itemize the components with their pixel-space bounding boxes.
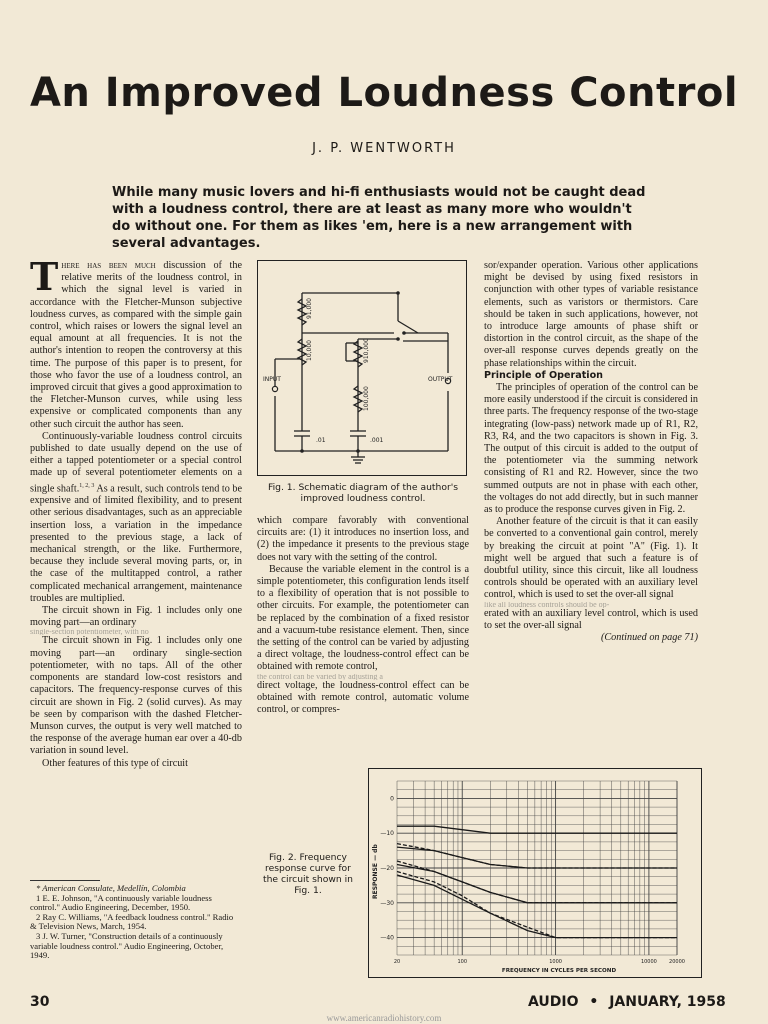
continued-note: (Continued on page 71) bbox=[600, 632, 698, 644]
x-tick-label: 100 bbox=[457, 959, 468, 965]
drop-cap: T bbox=[30, 254, 59, 299]
paragraph: The principles of operation of the control can be more easily understood if the circuit is considered in three parts. The frequency response of the two-stage integrating (low-pass) network made up of R1, R2, R3, R4, and the two capacitors is shown in Fig. 3. The output of this circuit is added to the output of the potentiometer via the summing network consisting of R1 and R2. However, since the two summed outputs are not in phase with each other, the voltages do not add directly, but in such manner as to produce the response curves given in Fig. 2. bbox=[484, 382, 698, 516]
paragraph bbox=[30, 254, 243, 431]
paragraph: direct voltage, the loudness-control effect can be obtained with remote control, automatic volume control, or compres- bbox=[257, 679, 469, 716]
y-tick-label: —30 bbox=[380, 899, 394, 907]
x-tick-label: 20000 bbox=[669, 959, 685, 965]
figure-2-chart bbox=[368, 768, 702, 978]
y-tick-label: —10 bbox=[380, 830, 394, 838]
r3-value: 910,000 bbox=[363, 338, 370, 363]
paragraph-text: As a result, such controls tend to be expensive and of limited flexibility, and to present other serious disadvantages, such as an appreciable insertion loss, a variation in the impedance presented to the previous stage, a lack of mechanical strength, or the like. Furthermore, because they include several moving parts, or, in the case of the multitapped control, a rather complicated mechanical arrangement, maintenance troubles are multiplied. bbox=[30, 483, 242, 604]
chart-svg bbox=[369, 769, 701, 977]
series-line-5 bbox=[397, 844, 677, 868]
footnote: 2 Ray C. Williams, "A feedback loudness control." Radio & Television News, March, 1954. bbox=[30, 911, 234, 932]
column-1 bbox=[30, 254, 243, 770]
input-label: INPUT bbox=[263, 376, 281, 383]
c2-value: .001 bbox=[370, 437, 384, 444]
series-line-2 bbox=[397, 847, 677, 868]
schematic-svg bbox=[258, 261, 466, 475]
paragraph-text: Continuously-variable loudness control circuits published to date usually depend on the use of either a tapped potentiometer or a special control made up of several potentiometer elements on a single shaft. bbox=[30, 430, 242, 495]
paragraph: erated with an auxiliary level control, which is used to set the over-all signal bbox=[484, 607, 698, 631]
series-line-1 bbox=[397, 826, 677, 833]
intro-deck: While many music lovers and hi-fi enthusiasts would not be caught dead with a loudness control, there are at least as many more who wouldn't do without one. For them as likes 'em, here is a new arrangement with several advantages. bbox=[112, 185, 646, 251]
footnote: 1 E. E. Johnson, "A continuously variable loudness control." Audio Engineering, December, 1950. bbox=[30, 892, 212, 913]
x-axis-label: FREQUENCY IN CYCLES PER SECOND bbox=[501, 968, 617, 974]
paragraph: Other features of this type of circuit bbox=[42, 757, 188, 769]
article-title: An Improved Loudness Control bbox=[29, 70, 739, 116]
r1-value: 91,000 bbox=[306, 298, 313, 319]
figure-1-schematic bbox=[257, 260, 467, 476]
watermark-url: www.americanradiohistory.com bbox=[326, 1013, 442, 1023]
footnote-ref: 1, 2, 3 bbox=[79, 482, 95, 489]
lead-in: here has been much bbox=[61, 260, 156, 271]
figure-2-caption: Fig. 2. Frequency response curve for the circuit shown in Fig. 1. bbox=[263, 852, 353, 896]
y-axis-label: RESPONSE — db bbox=[372, 844, 379, 899]
footnote: * American Consulate, Medellín, Colombia bbox=[36, 883, 186, 893]
print-ghost-line: the control can be varied by adjusting a bbox=[257, 673, 383, 680]
c1-value: .01 bbox=[316, 437, 326, 444]
paragraph bbox=[30, 431, 242, 605]
y-tick-label: —40 bbox=[380, 934, 394, 942]
footer-magazine bbox=[528, 994, 726, 1010]
column-3 bbox=[484, 260, 698, 644]
figure-1-caption: Fig. 1. Schematic diagram of the author's improved loudness control. bbox=[267, 482, 459, 504]
series-line-7 bbox=[397, 872, 677, 938]
footnote: 3 J. W. Turner, "Construction details of a continuously variable loudness control." Audio Engineering, October, 1949. bbox=[30, 930, 224, 961]
r4-value: 100,000 bbox=[363, 386, 370, 411]
author-byline: J. P. WENTWORTH bbox=[312, 141, 456, 156]
print-ghost-line: like all loudness controls should be op- bbox=[484, 601, 610, 608]
x-tick-label: 1000 bbox=[549, 959, 562, 965]
footnotes bbox=[30, 880, 240, 961]
x-tick-label: 20 bbox=[393, 959, 401, 965]
magazine-name: AUDIO bbox=[528, 994, 579, 1010]
print-ghost-line: single-section potentiometer, with no bbox=[30, 629, 149, 636]
footer-bullet: • bbox=[589, 994, 599, 1010]
paragraph-text: discussion of the relative merits of the loudness control, in which the signal level is varied in accordance with the Fletcher-Munson subjective loudness curves, as compared with the simple gain control, which raises or lowers the signal level an equal amount at all frequencies. It is not the author's intention to reopen the controversy at this time. The purpose of this paper is to present, for those who favor the use of a loudness control, an improved circuit that gives a good approximation to the Fletcher-Munson curves, while using less expensive or complicated components than any other such circuit the author has seen. bbox=[30, 260, 243, 430]
paragraph: The circuit shown in Fig. 1 includes only one moving part—an ordinary bbox=[30, 605, 242, 629]
section-heading: Principle of Operation bbox=[484, 369, 603, 381]
paragraph: which compare favorably with conventional circuits are: (1) it introduces no insertion loss, and (2) the impedance it presents to the previous stage does not vary with the setting of the control. bbox=[257, 515, 469, 563]
y-tick-label: 0 bbox=[390, 795, 394, 803]
page-number: 30 bbox=[30, 994, 50, 1010]
paragraph: sor/expander operation. Various other applications might be devised by using fixed resistors in conjunction with other types of variable resistance elements, such as varistors or thermistors. Care should be taken in such applications, however, not to introduce large amounts of phase shift or distortion in the control circuit, as the shape of the over-all response curves depends greatly on the phase relationships within the circuit. bbox=[484, 260, 698, 369]
y-tick-label: —20 bbox=[380, 865, 394, 872]
r2-value: 10,000 bbox=[306, 340, 313, 361]
column-2 bbox=[257, 515, 469, 716]
paragraph: Another feature of the circuit is that it can easily be converted to a conventional gain control, merely by breaking the circuit at point "A" (Fig. 1). It might well be argued that such a feature is of doubtful utility, since this circuit, like all loudness controls should be operated with an auxiliary level control, which is used to set the over-all signal bbox=[484, 516, 698, 601]
footnote-rule bbox=[30, 880, 100, 881]
series-line-6 bbox=[397, 861, 677, 903]
paragraph: Because the variable element in the control is a simple potentiometer, this configuration lends itself to a flexibility of operation that is not possible to other circuits. For example, the potentiometer can be replaced by the combination of a fixed resistor and a vacuum-tube resistance element. Then, since the setting of the control can be varied by adjusting a direct voltage, the loudness-control effect can be obtained with remote control, bbox=[257, 563, 469, 673]
output-label: OUTPUT bbox=[428, 376, 453, 383]
x-tick-label: 10000 bbox=[640, 959, 657, 965]
issue-date: JANUARY, 1958 bbox=[609, 994, 726, 1010]
paragraph: The circuit shown in Fig. 1 includes only one moving part—an ordinary single-section potentiometer, with no taps. All of the other components are standard low-cost resistors and capacitors. The frequency-response curves of this circuit are shown in Fig. 2 (solid curves). As may be seen by comparison with the dashed Fletcher-Munson curves, the output is very well matched to the response of the average human ear over a 40-db variation in sound level. bbox=[30, 635, 242, 757]
